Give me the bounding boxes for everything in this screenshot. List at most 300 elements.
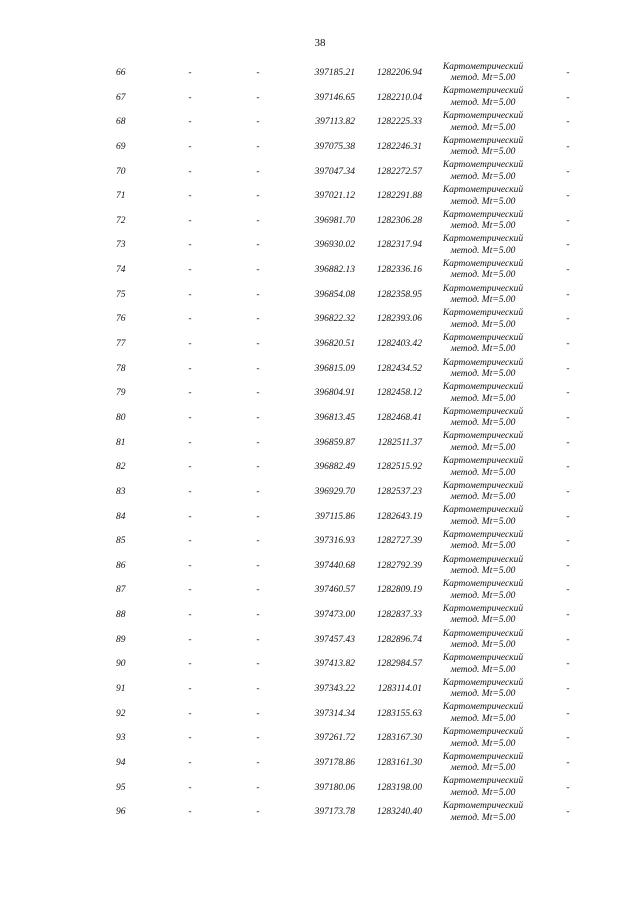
dash-cell: -	[256, 536, 260, 547]
dash-cell: -	[566, 339, 570, 350]
method-cell	[434, 800, 532, 825]
y-coordinate: 1282458.12	[376, 388, 422, 399]
dash-cell: -	[256, 68, 260, 78]
dash-cell: -	[566, 117, 570, 128]
method-line-2: метод. Mt=5.00	[450, 171, 516, 182]
y-coordinate: 1282358.95	[376, 289, 422, 300]
method-line-2: метод. Mt=5.00	[450, 97, 516, 108]
dash-cell: -	[188, 659, 192, 670]
point-number: 89	[116, 634, 126, 645]
x-coordinate: 397075.38	[314, 141, 355, 152]
table-row	[0, 135, 640, 160]
dash-cell: -	[256, 240, 260, 251]
x-coordinate: 397178.86	[314, 757, 355, 768]
method-line-1: Картометрический	[442, 382, 524, 393]
method-cell	[434, 233, 532, 258]
method-cell	[434, 603, 532, 628]
dash-cell: -	[566, 708, 570, 719]
table-row	[0, 505, 640, 530]
dash-cell: -	[256, 265, 260, 276]
dash-cell: -	[188, 191, 192, 202]
x-coordinate: 396882.49	[314, 462, 355, 473]
table-row	[0, 554, 640, 579]
y-coordinate: 1282809.19	[376, 585, 422, 596]
table-row	[0, 233, 640, 258]
point-number: 74	[116, 265, 126, 276]
y-coordinate: 1282515.92	[376, 462, 422, 473]
method-cell	[434, 61, 532, 86]
dash-cell: -	[188, 388, 192, 399]
method-line-1: Картометрический	[442, 727, 524, 738]
method-line-2: метод. Mt=5.00	[450, 541, 516, 552]
method-line-2: метод. Mt=5.00	[450, 295, 516, 306]
y-coordinate: 1282206.94	[376, 68, 422, 78]
method-cell	[434, 480, 532, 505]
dash-cell: -	[188, 265, 192, 276]
dash-cell: -	[566, 240, 570, 251]
y-coordinate: 1283167.30	[376, 733, 422, 744]
point-number: 80	[116, 412, 126, 423]
table-row	[0, 332, 640, 357]
method-line-2: метод. Mt=5.00	[450, 738, 516, 749]
dash-cell: -	[256, 659, 260, 670]
dash-cell: -	[256, 141, 260, 152]
method-line-1: Картометрический	[442, 86, 524, 97]
method-line-2: метод. Mt=5.00	[450, 270, 516, 281]
dash-cell: -	[188, 733, 192, 744]
y-coordinate: 1282210.04	[376, 92, 422, 103]
y-coordinate: 1282984.57	[376, 659, 422, 670]
method-line-1: Картометрический	[442, 234, 524, 245]
x-coordinate: 397440.68	[314, 560, 355, 571]
table-row	[0, 258, 640, 283]
y-coordinate: 1282306.28	[376, 215, 422, 226]
dash-cell: -	[256, 191, 260, 202]
dash-cell: -	[256, 412, 260, 423]
dash-cell: -	[566, 314, 570, 325]
method-line-2: метод. Mt=5.00	[450, 590, 516, 601]
table-row	[0, 357, 640, 382]
y-coordinate: 1282291.88	[376, 191, 422, 202]
method-line-2: метод. Mt=5.00	[450, 640, 516, 651]
method-cell	[434, 677, 532, 702]
x-coordinate: 396813.45	[314, 412, 355, 423]
y-coordinate: 1282727.39	[376, 536, 422, 547]
y-coordinate: 1282393.06	[376, 314, 422, 325]
method-line-1: Картометрический	[442, 677, 524, 688]
dash-cell: -	[256, 339, 260, 350]
method-line-1: Картометрический	[442, 776, 524, 787]
method-cell	[434, 184, 532, 209]
dash-cell: -	[566, 511, 570, 522]
dash-cell: -	[566, 388, 570, 399]
x-coordinate: 397316.93	[314, 536, 355, 547]
y-coordinate: 1283155.63	[376, 708, 422, 719]
dash-cell: -	[256, 585, 260, 596]
dash-cell: -	[188, 363, 192, 374]
dash-cell: -	[566, 289, 570, 300]
dash-cell: -	[188, 92, 192, 103]
point-number: 82	[116, 462, 126, 473]
dash-cell: -	[188, 757, 192, 768]
point-number: 90	[116, 659, 126, 670]
method-cell	[434, 406, 532, 431]
method-cell	[434, 332, 532, 357]
method-line-2: метод. Mt=5.00	[450, 566, 516, 577]
point-number: 72	[116, 215, 126, 226]
dash-cell: -	[188, 412, 192, 423]
method-line-2: метод. Mt=5.00	[450, 122, 516, 133]
method-cell	[434, 135, 532, 160]
method-line-1: Картометрический	[442, 332, 524, 343]
method-cell	[434, 652, 532, 677]
dash-cell: -	[256, 314, 260, 325]
dash-cell: -	[566, 141, 570, 152]
method-line-1: Картометрический	[442, 456, 524, 467]
y-coordinate: 1282468.41	[376, 412, 422, 423]
dash-cell: -	[256, 708, 260, 719]
dash-cell: -	[256, 215, 260, 226]
point-number: 93	[116, 733, 126, 744]
y-coordinate: 1282537.23	[376, 486, 422, 497]
method-cell	[434, 357, 532, 382]
y-coordinate: 1282434.52	[376, 363, 422, 374]
dash-cell: -	[256, 92, 260, 103]
dash-cell: -	[566, 757, 570, 768]
table-row	[0, 652, 640, 677]
point-number: 75	[116, 289, 126, 300]
table-row	[0, 677, 640, 702]
point-number: 83	[116, 486, 126, 497]
dash-cell: -	[566, 634, 570, 645]
point-number: 88	[116, 610, 126, 621]
page-number: 38	[314, 37, 326, 49]
method-line-2: метод. Mt=5.00	[450, 245, 516, 256]
dash-cell: -	[256, 486, 260, 497]
dash-cell: -	[566, 68, 570, 78]
point-number: 86	[116, 560, 126, 571]
method-line-2: метод. Mt=5.00	[450, 467, 516, 478]
dash-cell: -	[256, 388, 260, 399]
method-line-2: метод. Mt=5.00	[450, 319, 516, 330]
coordinates-table	[0, 61, 640, 825]
dash-cell: -	[188, 314, 192, 325]
method-line-1: Картометрический	[442, 209, 524, 220]
dash-cell: -	[188, 462, 192, 473]
method-line-1: Картометрический	[442, 135, 524, 146]
method-line-2: метод. Mt=5.00	[450, 73, 516, 84]
method-cell	[434, 110, 532, 135]
method-line-2: метод. Mt=5.00	[450, 787, 516, 798]
method-line-1: Картометрический	[442, 603, 524, 614]
x-coordinate: 397261.72	[314, 733, 355, 744]
dash-cell: -	[188, 486, 192, 497]
x-coordinate: 397115.86	[315, 511, 355, 522]
dash-cell: -	[256, 634, 260, 645]
point-number: 92	[116, 708, 126, 719]
table-row	[0, 307, 640, 332]
method-line-2: метод. Mt=5.00	[450, 442, 516, 453]
method-cell	[434, 702, 532, 727]
y-coordinate: 1282792.39	[376, 560, 422, 571]
method-line-1: Картометрический	[442, 480, 524, 491]
dash-cell: -	[188, 289, 192, 300]
x-coordinate: 397180.06	[314, 782, 355, 793]
table-row	[0, 283, 640, 308]
point-number: 79	[116, 388, 126, 399]
dash-cell: -	[566, 166, 570, 177]
point-number: 71	[116, 191, 126, 202]
dash-cell: -	[256, 117, 260, 128]
method-line-2: метод. Mt=5.00	[450, 812, 516, 823]
dash-cell: -	[188, 437, 192, 448]
dash-cell: -	[566, 486, 570, 497]
dash-cell: -	[566, 437, 570, 448]
x-coordinate: 396804.91	[314, 388, 355, 399]
table-row	[0, 628, 640, 653]
table-row	[0, 800, 640, 825]
dash-cell: -	[188, 782, 192, 793]
table-row	[0, 209, 640, 234]
dash-cell: -	[256, 807, 260, 818]
dash-cell: -	[256, 757, 260, 768]
x-coordinate: 396822.32	[314, 314, 355, 325]
dash-cell: -	[566, 363, 570, 374]
dash-cell: -	[188, 560, 192, 571]
method-line-2: метод. Mt=5.00	[450, 492, 516, 503]
dash-cell: -	[566, 215, 570, 226]
dash-cell: -	[188, 634, 192, 645]
dash-cell: -	[256, 462, 260, 473]
method-line-1: Картометрический	[442, 185, 524, 196]
method-cell	[434, 578, 532, 603]
x-coordinate: 397343.22	[314, 684, 355, 695]
dash-cell: -	[256, 560, 260, 571]
table-row	[0, 160, 640, 185]
table-row	[0, 431, 640, 456]
table-row	[0, 406, 640, 431]
method-line-1: Картометрический	[442, 529, 524, 540]
x-coordinate: 397473.00	[314, 610, 355, 621]
y-coordinate: 1283240.40	[376, 807, 422, 818]
dash-cell: -	[188, 215, 192, 226]
dash-cell: -	[566, 610, 570, 621]
method-line-2: метод. Mt=5.00	[450, 196, 516, 207]
method-line-2: метод. Mt=5.00	[450, 763, 516, 774]
dash-cell: -	[566, 412, 570, 423]
method-line-1: Картометрический	[442, 308, 524, 319]
table-row	[0, 603, 640, 628]
method-line-1: Картометрический	[442, 283, 524, 294]
method-line-1: Картометрический	[442, 160, 524, 171]
point-number: 84	[116, 511, 126, 522]
dash-cell: -	[188, 684, 192, 695]
x-coordinate: 397185.21	[314, 68, 355, 78]
dash-cell: -	[256, 166, 260, 177]
method-cell	[434, 381, 532, 406]
table-row	[0, 776, 640, 801]
table-row	[0, 61, 640, 86]
method-cell	[434, 505, 532, 530]
method-line-2: метод. Mt=5.00	[450, 147, 516, 158]
x-coordinate: 396929.70	[314, 486, 355, 497]
table-row	[0, 751, 640, 776]
dash-cell: -	[566, 92, 570, 103]
x-coordinate: 397314.34	[314, 708, 355, 719]
method-cell	[434, 628, 532, 653]
y-coordinate: 1282246.31	[376, 141, 422, 152]
table-row	[0, 726, 640, 751]
y-coordinate: 1282317.94	[376, 240, 422, 251]
dash-cell: -	[256, 289, 260, 300]
point-number: 87	[116, 585, 126, 596]
table-row	[0, 480, 640, 505]
dash-cell: -	[566, 782, 570, 793]
table-row	[0, 702, 640, 727]
x-coordinate: 397146.65	[314, 92, 355, 103]
x-coordinate: 397460.57	[314, 585, 355, 596]
dash-cell: -	[566, 191, 570, 202]
method-cell	[434, 431, 532, 456]
x-coordinate: 397021.12	[314, 191, 355, 202]
dash-cell: -	[256, 437, 260, 448]
method-cell	[434, 283, 532, 308]
point-number: 77	[116, 339, 126, 350]
point-number: 69	[116, 141, 126, 152]
method-cell	[434, 455, 532, 480]
point-number: 78	[116, 363, 126, 374]
dash-cell: -	[566, 659, 570, 670]
method-line-1: Картометрический	[442, 111, 524, 122]
dash-cell: -	[188, 117, 192, 128]
x-coordinate: 396820.51	[314, 339, 355, 350]
table-row	[0, 529, 640, 554]
dash-cell: -	[566, 684, 570, 695]
y-coordinate: 1282837.33	[376, 610, 422, 621]
method-line-1: Картометрический	[442, 702, 524, 713]
method-cell	[434, 554, 532, 579]
method-line-2: метод. Mt=5.00	[450, 344, 516, 355]
dash-cell: -	[188, 511, 192, 522]
y-coordinate: 1283198.00	[376, 782, 422, 793]
y-coordinate: 1283114.01	[377, 684, 422, 695]
x-coordinate: 396815.09	[314, 363, 355, 374]
point-number: 66	[116, 68, 126, 78]
point-number: 70	[116, 166, 126, 177]
dash-cell: -	[188, 141, 192, 152]
dash-cell: -	[188, 610, 192, 621]
method-cell	[434, 726, 532, 751]
dash-cell: -	[256, 363, 260, 374]
table-row	[0, 184, 640, 209]
method-line-1: Картометрический	[442, 751, 524, 762]
method-cell	[434, 529, 532, 554]
method-line-1: Картометрический	[442, 357, 524, 368]
point-number: 73	[116, 240, 126, 251]
x-coordinate: 396930.02	[314, 240, 355, 251]
method-line-1: Картометрический	[442, 406, 524, 417]
point-number: 96	[116, 807, 126, 818]
method-line-2: метод. Mt=5.00	[450, 615, 516, 626]
table-row	[0, 86, 640, 111]
method-cell	[434, 307, 532, 332]
method-line-2: метод. Mt=5.00	[450, 713, 516, 724]
dash-cell: -	[188, 708, 192, 719]
point-number: 95	[116, 782, 126, 793]
y-coordinate: 1282225.33	[376, 117, 422, 128]
dash-cell: -	[256, 511, 260, 522]
dash-cell: -	[188, 536, 192, 547]
point-number: 68	[116, 117, 126, 128]
dash-cell: -	[188, 339, 192, 350]
method-cell	[434, 209, 532, 234]
dash-cell: -	[566, 560, 570, 571]
dash-cell: -	[188, 68, 192, 78]
table-row	[0, 110, 640, 135]
point-number: 91	[116, 684, 126, 695]
x-coordinate: 396859.87	[314, 437, 355, 448]
point-number: 76	[116, 314, 126, 325]
method-line-2: метод. Mt=5.00	[450, 516, 516, 527]
x-coordinate: 397457.43	[314, 634, 355, 645]
method-cell	[434, 86, 532, 111]
dash-cell: -	[566, 265, 570, 276]
method-line-1: Картометрический	[442, 258, 524, 269]
dash-cell: -	[566, 807, 570, 818]
table-row	[0, 455, 640, 480]
table-row	[0, 381, 640, 406]
dash-cell: -	[188, 240, 192, 251]
y-coordinate: 1282511.37	[377, 437, 422, 448]
method-line-1: Картометрический	[442, 579, 524, 590]
dash-cell: -	[188, 807, 192, 818]
method-cell	[434, 160, 532, 185]
dash-cell: -	[566, 585, 570, 596]
dash-cell: -	[256, 684, 260, 695]
method-line-2: метод. Mt=5.00	[450, 689, 516, 700]
point-number: 94	[116, 757, 126, 768]
dash-cell: -	[256, 610, 260, 621]
x-coordinate: 397173.78	[314, 807, 355, 818]
y-coordinate: 1283161.30	[376, 757, 422, 768]
y-coordinate: 1282896.74	[376, 634, 422, 645]
method-cell	[434, 258, 532, 283]
x-coordinate: 396882.13	[314, 265, 355, 276]
method-line-1: Картометрический	[442, 505, 524, 516]
x-coordinate: 397047.34	[314, 166, 355, 177]
dash-cell: -	[566, 462, 570, 473]
dash-cell: -	[188, 166, 192, 177]
x-coordinate: 396981.70	[314, 215, 355, 226]
y-coordinate: 1282272.57	[376, 166, 422, 177]
method-line-1: Картометрический	[442, 61, 524, 72]
point-number: 85	[116, 536, 126, 547]
y-coordinate: 1282336.16	[376, 265, 422, 276]
dash-cell: -	[566, 536, 570, 547]
dash-cell: -	[256, 782, 260, 793]
dash-cell: -	[188, 585, 192, 596]
method-line-2: метод. Mt=5.00	[450, 418, 516, 429]
method-line-1: Картометрический	[442, 628, 524, 639]
method-line-2: метод. Mt=5.00	[450, 369, 516, 379]
method-line-2: метод. Mt=5.00	[450, 664, 516, 675]
point-number: 67	[116, 92, 126, 103]
method-cell	[434, 776, 532, 801]
dash-cell: -	[566, 733, 570, 744]
y-coordinate: 1282643.19	[376, 511, 422, 522]
method-line-2: метод. Mt=5.00	[450, 221, 516, 232]
y-coordinate: 1282403.42	[376, 339, 422, 350]
